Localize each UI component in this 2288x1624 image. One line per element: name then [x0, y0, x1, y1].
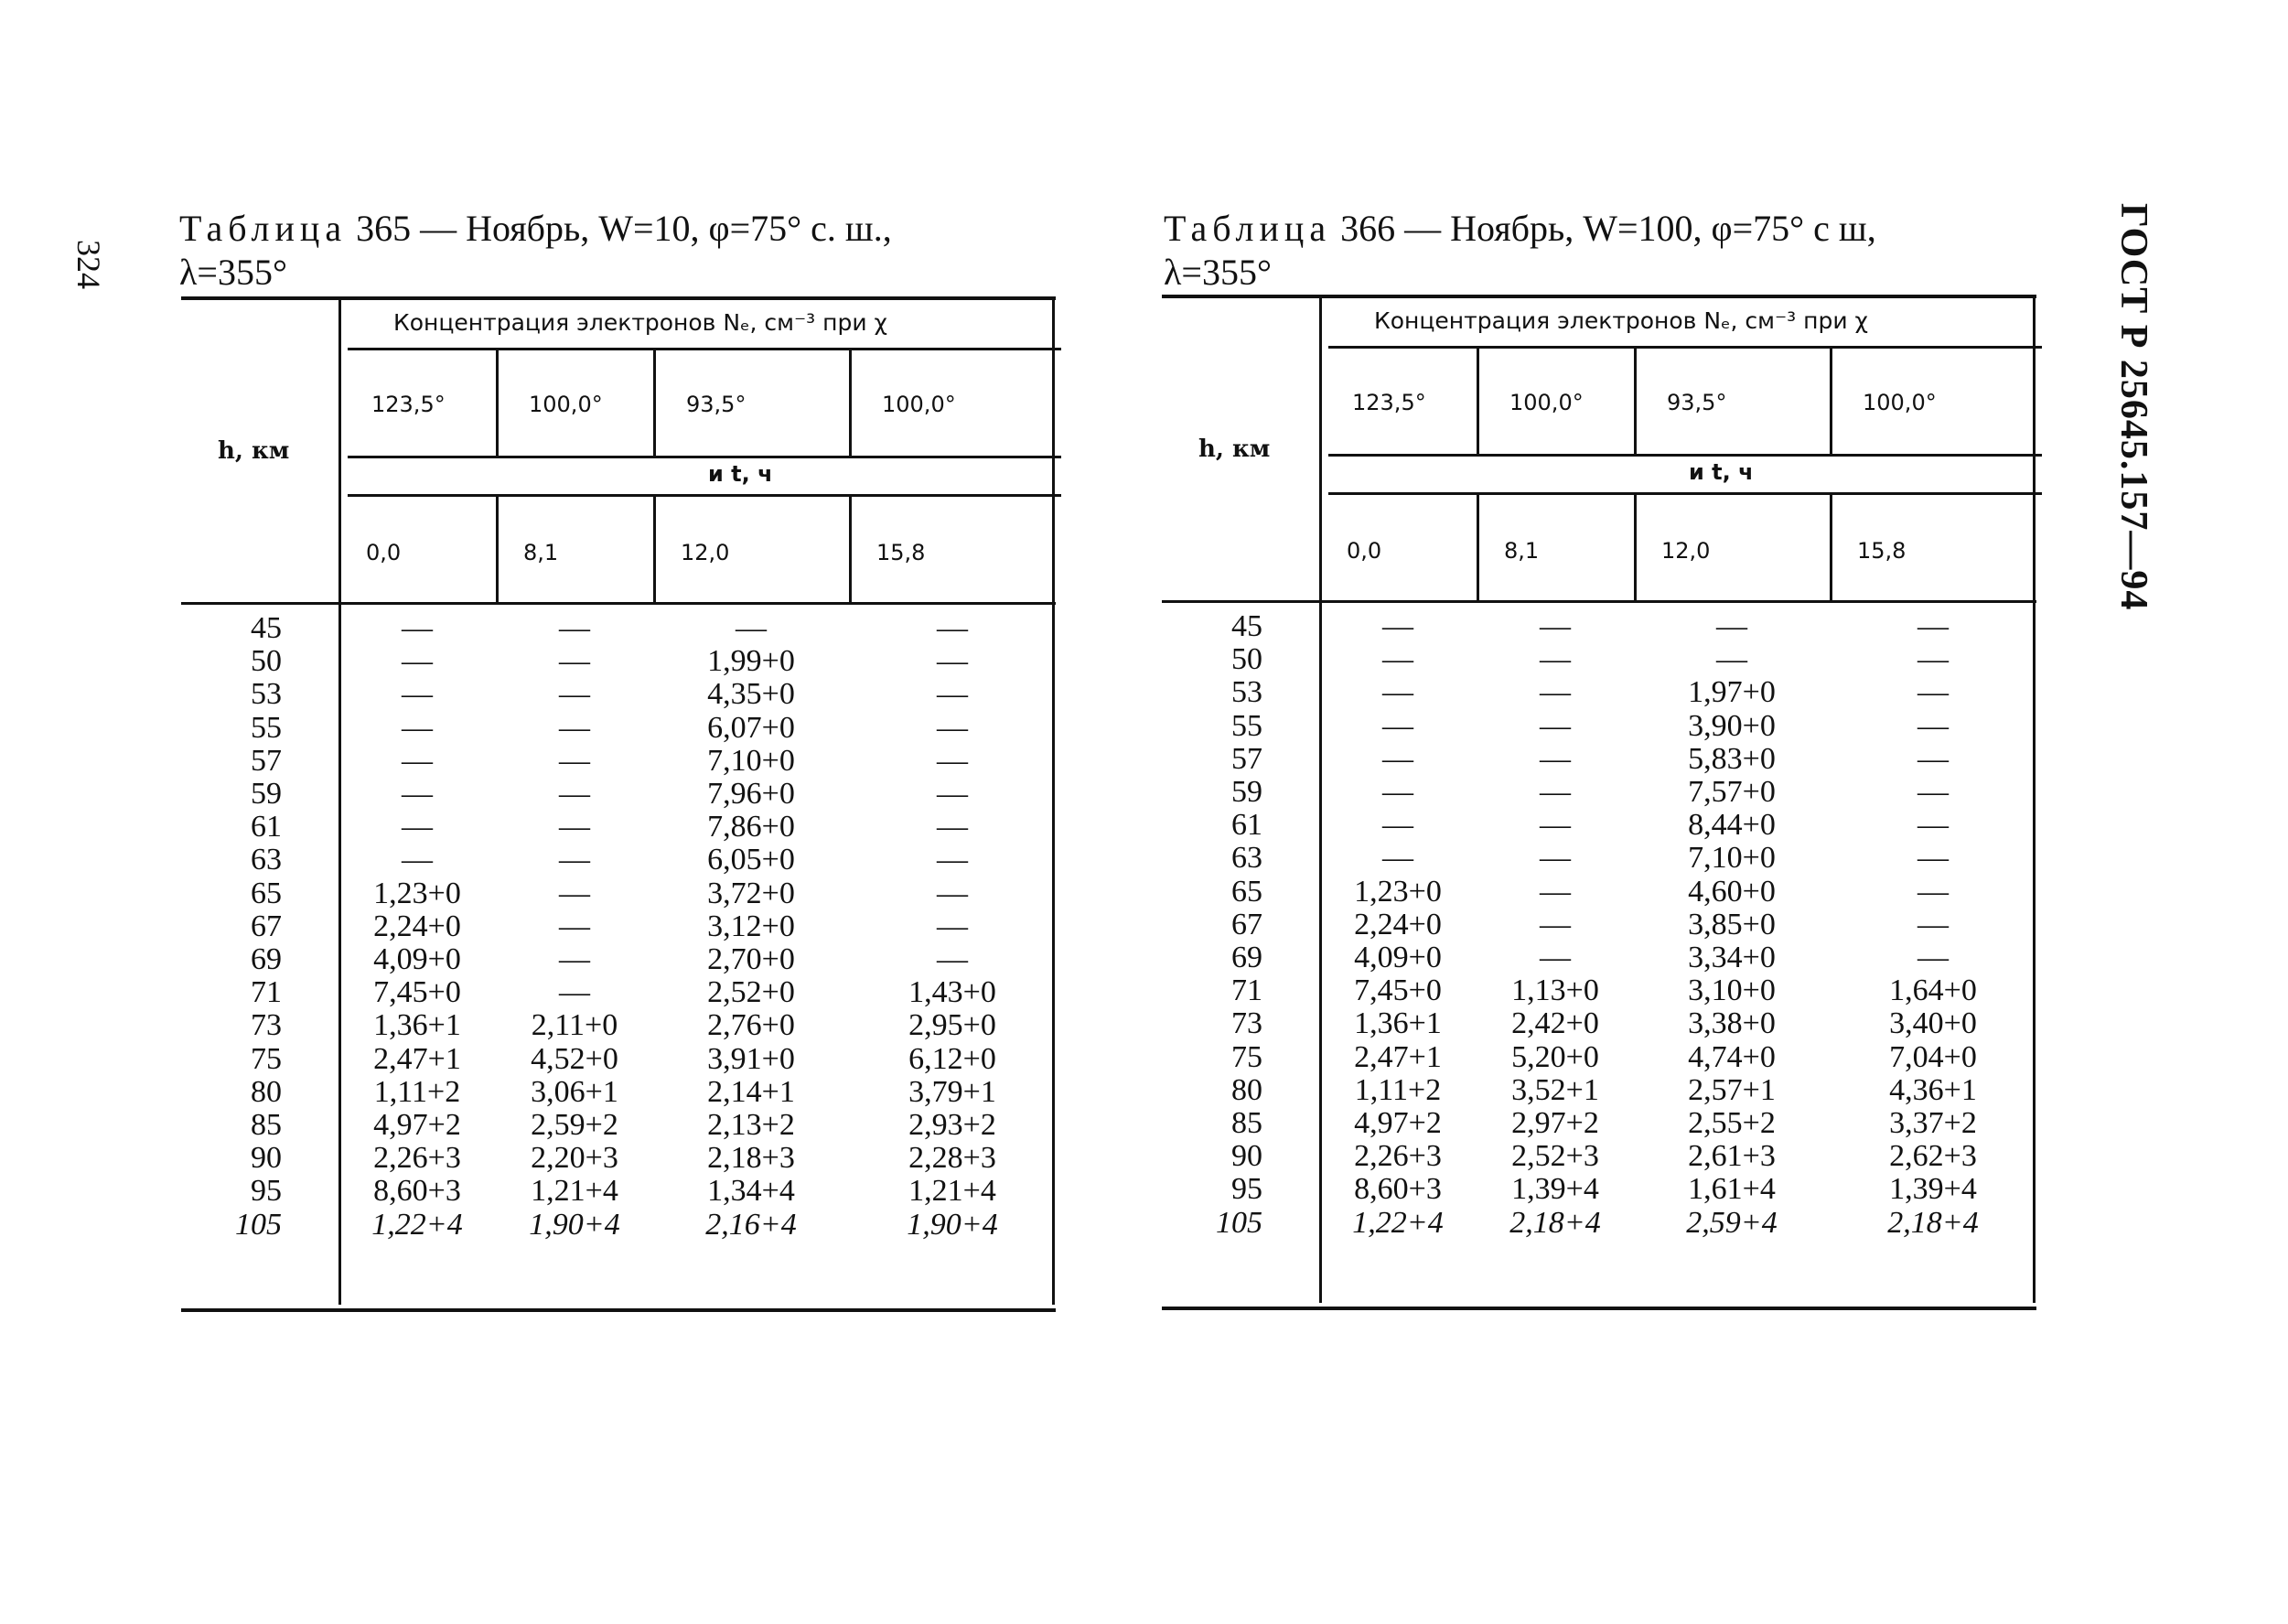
header-rule [1162, 600, 2036, 603]
value-cell: — [1917, 741, 1949, 776]
value-cell: 2,57+1 [1688, 1072, 1776, 1107]
altitude-cell: 53 [1231, 675, 1262, 710]
value-cell: — [1382, 609, 1413, 643]
altitude-cell: 95 [251, 1174, 282, 1209]
value-cell: 4,97+2 [1354, 1106, 1442, 1140]
altitude-cell: 53 [251, 677, 282, 712]
value-cell: 3,72+0 [707, 876, 795, 910]
value-cell: — [1382, 708, 1413, 743]
value-cell: 7,45+0 [373, 975, 461, 1010]
value-cell: — [1540, 775, 1571, 809]
altitude-cell: 55 [251, 710, 282, 745]
altitude-cell: 105 [235, 1207, 282, 1242]
value-cell: — [1716, 609, 1747, 643]
value-cell: 1,36+1 [1354, 1006, 1442, 1041]
value-cell: — [402, 843, 433, 877]
value-cell: 3,79+1 [908, 1074, 996, 1109]
altitude-cell: 45 [1231, 609, 1262, 643]
altitude-cell: 50 [1231, 642, 1262, 677]
table-366-title-lead: Таблица [1164, 208, 1332, 249]
t-value: 8,1 [1504, 538, 1540, 564]
value-cell: 6,05+0 [707, 843, 795, 877]
altitude-cell: 45 [251, 611, 282, 645]
chi-value: 100,0° [1863, 390, 1937, 415]
altitude-cell: 63 [1231, 841, 1262, 876]
value-cell: 1,39+4 [1511, 1172, 1599, 1207]
value-cell: — [937, 644, 968, 679]
value-cell: 2,13+2 [707, 1108, 795, 1142]
value-cell: — [937, 743, 968, 778]
t-value: 12,0 [1661, 538, 1711, 564]
value-cell: — [1917, 775, 1949, 809]
value-cell: 3,91+0 [707, 1041, 795, 1076]
table-366-title-line2: λ=355° [1164, 252, 1272, 293]
value-cell: — [402, 810, 433, 844]
value-cell: 8,60+3 [1354, 1172, 1442, 1207]
value-cell: — [1540, 642, 1571, 677]
value-cell: 2,14+1 [707, 1074, 795, 1109]
value-cell: 3,90+0 [1688, 708, 1776, 743]
value-cell: — [736, 611, 767, 645]
value-cell: 4,35+0 [707, 677, 795, 712]
mid-label: и t, ч [1689, 459, 1754, 485]
value-cell: 1,23+0 [373, 876, 461, 910]
table-366 [1162, 295, 2036, 1310]
altitude-cell: 50 [251, 644, 282, 679]
value-cell: 2,42+0 [1511, 1006, 1599, 1041]
value-cell: 7,96+0 [707, 777, 795, 811]
chi-value: 93,5° [1667, 390, 1727, 415]
value-cell: — [559, 876, 590, 910]
altitude-cell: 80 [1231, 1072, 1262, 1107]
value-cell: — [1540, 874, 1571, 909]
value-cell: — [1917, 642, 1949, 677]
value-cell: 2,62+3 [1889, 1139, 1977, 1174]
header-concentration: Концентрация электронов Nₑ, см⁻³ при χ [393, 309, 888, 336]
altitude-cell: 59 [1231, 775, 1262, 809]
value-cell: — [937, 611, 968, 645]
altitude-cell: 61 [1231, 808, 1262, 843]
value-cell: 2,95+0 [908, 1008, 996, 1043]
value-cell: 2,18+4 [1509, 1205, 1601, 1240]
value-cell: — [937, 942, 968, 976]
altitude-cell: 71 [251, 975, 282, 1010]
value-cell: 2,76+0 [707, 1008, 795, 1043]
value-cell: 8,44+0 [1688, 808, 1776, 843]
value-cell: 2,70+0 [707, 942, 795, 976]
t-value: 8,1 [523, 540, 559, 565]
value-cell: 2,16+4 [705, 1207, 797, 1242]
table-366-title-rest: 366 — Ноябрь, W=100, φ=75° с ш, [1340, 208, 1876, 249]
value-cell: — [1540, 841, 1571, 876]
value-cell: 1,13+0 [1511, 973, 1599, 1008]
value-cell: — [1540, 808, 1571, 843]
value-cell: — [559, 942, 590, 976]
page-number: 324 [70, 240, 107, 289]
value-cell: 4,52+0 [531, 1041, 618, 1076]
value-cell: — [937, 909, 968, 943]
value-cell: 7,45+0 [1354, 973, 1442, 1008]
value-cell: — [937, 777, 968, 811]
value-cell: 4,09+0 [373, 942, 461, 976]
value-cell: 2,24+0 [373, 909, 461, 943]
value-cell: — [402, 777, 433, 811]
altitude-cell: 65 [251, 876, 282, 910]
header-col-divider [1477, 492, 1479, 600]
value-cell: 1,90+4 [907, 1207, 998, 1242]
value-cell: 1,36+1 [373, 1008, 461, 1043]
value-cell: 1,11+2 [373, 1074, 461, 1109]
chi-value: 123,5° [1352, 390, 1426, 415]
value-cell: — [1917, 708, 1949, 743]
header-rule [1328, 492, 2042, 495]
altitude-cell: 85 [251, 1108, 282, 1142]
header-col-divider [496, 494, 499, 602]
table-365-title-line2: λ=355° [179, 252, 287, 293]
t-value: 0,0 [1347, 538, 1382, 564]
value-cell: 1,21+4 [908, 1174, 996, 1209]
value-cell: — [559, 743, 590, 778]
value-cell: 4,74+0 [1688, 1039, 1776, 1074]
value-cell: 3,06+1 [531, 1074, 618, 1109]
value-cell: 1,97+0 [1688, 675, 1776, 710]
value-cell: 1,43+0 [908, 975, 996, 1010]
chi-value: 100,0° [529, 392, 603, 417]
chi-value: 123,5° [371, 392, 446, 417]
altitude-cell: 90 [1231, 1139, 1262, 1174]
value-cell: — [1382, 841, 1413, 876]
value-cell: 2,18+4 [1887, 1205, 1979, 1240]
value-cell: 2,18+3 [707, 1141, 795, 1176]
altitude-cell: 65 [1231, 874, 1262, 909]
value-cell: 6,07+0 [707, 710, 795, 745]
value-cell: 1,23+0 [1354, 874, 1442, 909]
value-cell: 3,85+0 [1688, 907, 1776, 941]
value-cell: — [402, 611, 433, 645]
value-cell: 3,10+0 [1688, 973, 1776, 1008]
mid-label: и t, ч [708, 461, 773, 487]
altitude-cell: 105 [1216, 1205, 1262, 1240]
value-cell: — [937, 677, 968, 712]
value-cell: — [402, 644, 433, 679]
value-cell: — [559, 777, 590, 811]
value-cell: 6,12+0 [908, 1041, 996, 1076]
header-rule [348, 348, 1061, 350]
value-cell: — [559, 644, 590, 679]
table-365-title [179, 207, 1067, 295]
value-cell: — [1382, 808, 1413, 843]
header-col-divider [1830, 492, 1832, 600]
value-cell: 4,36+1 [1889, 1072, 1977, 1107]
value-cell: 2,47+1 [373, 1041, 461, 1076]
value-cell: 4,97+2 [373, 1108, 461, 1142]
value-cell: 7,04+0 [1889, 1039, 1977, 1074]
value-cell: — [559, 843, 590, 877]
h-km-label: h, км [1198, 436, 1271, 463]
header-col-divider [653, 494, 656, 602]
value-cell: — [1917, 907, 1949, 941]
value-cell: 7,57+0 [1688, 775, 1776, 809]
table-365-title-lead: Таблица [179, 208, 348, 249]
value-cell: 2,93+2 [908, 1108, 996, 1142]
value-cell: 3,40+0 [1889, 1006, 1977, 1041]
altitude-cell: 55 [1231, 708, 1262, 743]
value-cell: — [402, 710, 433, 745]
chi-value: 93,5° [686, 392, 747, 417]
value-cell: — [1917, 841, 1949, 876]
value-cell: 1,22+4 [371, 1207, 463, 1242]
value-cell: 2,52+0 [707, 975, 795, 1010]
value-cell: 4,60+0 [1688, 874, 1776, 909]
header-col-divider [1477, 346, 1479, 454]
document-code: ГОСТ Р 25645.157—94 [2112, 203, 2154, 611]
t-value: 0,0 [366, 540, 402, 565]
header-col-divider [1634, 492, 1637, 600]
value-cell: 1,90+4 [529, 1207, 620, 1242]
altitude-cell: 69 [1231, 941, 1262, 974]
t-value: 15,8 [1857, 538, 1907, 564]
table-365-title-rest: 365 — Ноябрь, W=10, φ=75° с. ш., [356, 208, 892, 249]
altitude-cell: 67 [1231, 907, 1262, 941]
value-cell: — [937, 810, 968, 844]
table-365 [181, 296, 1056, 1312]
value-cell: — [1540, 675, 1571, 710]
header-rule [1328, 454, 2042, 457]
value-cell: — [559, 611, 590, 645]
value-cell: 5,83+0 [1688, 741, 1776, 776]
value-cell: 2,52+3 [1511, 1139, 1599, 1174]
value-cell: 3,37+2 [1889, 1106, 1977, 1140]
value-cell: 1,34+4 [707, 1174, 795, 1209]
t-value: 15,8 [876, 540, 926, 565]
value-cell: 2,28+3 [908, 1141, 996, 1176]
value-cell: 5,20+0 [1511, 1039, 1599, 1074]
value-cell: — [1917, 609, 1949, 643]
value-cell: 1,22+4 [1352, 1205, 1444, 1240]
value-cell: — [559, 909, 590, 943]
altitude-cell: 59 [251, 777, 282, 811]
value-cell: — [1917, 874, 1949, 909]
table-366-title [1164, 207, 2051, 295]
value-cell: — [937, 876, 968, 910]
value-cell: 2,97+2 [1511, 1106, 1599, 1140]
value-cell: 2,26+3 [1354, 1139, 1442, 1174]
value-cell: 7,10+0 [707, 743, 795, 778]
altitude-cell: 63 [251, 843, 282, 877]
value-cell: 2,20+3 [531, 1141, 618, 1176]
value-cell: — [402, 743, 433, 778]
h-column-divider [338, 300, 341, 1305]
chi-value: 100,0° [882, 392, 956, 417]
t-value: 12,0 [681, 540, 730, 565]
altitude-cell: 57 [1231, 741, 1262, 776]
table-right-border [1052, 300, 1055, 1305]
value-cell: 2,59+2 [531, 1108, 618, 1142]
altitude-cell: 73 [251, 1008, 282, 1043]
header-concentration: Концентрация электронов Nₑ, см⁻³ при χ [1374, 307, 1869, 334]
value-cell: 3,52+1 [1511, 1072, 1599, 1107]
value-cell: — [937, 710, 968, 745]
value-cell: 3,38+0 [1688, 1006, 1776, 1041]
altitude-cell: 67 [251, 909, 282, 943]
value-cell: 2,55+2 [1688, 1106, 1776, 1140]
value-cell: — [1382, 775, 1413, 809]
altitude-cell: 75 [1231, 1039, 1262, 1074]
header-col-divider [1634, 346, 1637, 454]
value-cell: — [1540, 708, 1571, 743]
header-col-divider [849, 348, 852, 456]
altitude-cell: 75 [251, 1041, 282, 1076]
altitude-cell: 95 [1231, 1172, 1262, 1207]
value-cell: 2,24+0 [1354, 907, 1442, 941]
altitude-cell: 90 [251, 1141, 282, 1176]
header-rule [348, 494, 1061, 497]
header-rule [348, 456, 1061, 458]
chi-value: 100,0° [1509, 390, 1584, 415]
altitude-cell: 80 [251, 1074, 282, 1109]
value-cell: 7,10+0 [1688, 841, 1776, 876]
value-cell: 7,86+0 [707, 810, 795, 844]
value-cell: 1,64+0 [1889, 973, 1977, 1008]
value-cell: — [1382, 642, 1413, 677]
value-cell: 1,39+4 [1889, 1172, 1977, 1207]
header-rule [181, 602, 1056, 605]
value-cell: — [1382, 675, 1413, 710]
value-cell: — [559, 810, 590, 844]
header-rule [1328, 346, 2042, 349]
value-cell: — [1382, 741, 1413, 776]
value-cell: 1,99+0 [707, 644, 795, 679]
value-cell: — [559, 677, 590, 712]
value-cell: — [1540, 941, 1571, 974]
value-cell: 2,47+1 [1354, 1039, 1442, 1074]
value-cell: — [1540, 741, 1571, 776]
altitude-cell: 69 [251, 942, 282, 976]
value-cell: — [1540, 907, 1571, 941]
header-col-divider [653, 348, 656, 456]
value-cell: 1,11+2 [1354, 1072, 1442, 1107]
value-cell: 2,61+3 [1688, 1139, 1776, 1174]
value-cell: — [559, 710, 590, 745]
altitude-cell: 73 [1231, 1006, 1262, 1041]
header-col-divider [496, 348, 499, 456]
value-cell: — [402, 677, 433, 712]
value-cell: — [559, 975, 590, 1010]
value-cell: 1,61+4 [1688, 1172, 1776, 1207]
altitude-cell: 71 [1231, 973, 1262, 1008]
value-cell: 8,60+3 [373, 1174, 461, 1209]
value-cell: 4,09+0 [1354, 941, 1442, 974]
altitude-cell: 57 [251, 743, 282, 778]
value-cell: 2,59+4 [1686, 1205, 1778, 1240]
value-cell: 2,11+0 [531, 1008, 618, 1043]
value-cell: — [937, 843, 968, 877]
value-cell: 3,12+0 [707, 909, 795, 943]
value-cell: — [1716, 642, 1747, 677]
header-col-divider [1830, 346, 1832, 454]
table-right-border [2033, 298, 2036, 1303]
h-column-divider [1319, 298, 1322, 1303]
value-cell: 1,21+4 [531, 1174, 618, 1209]
header-col-divider [849, 494, 852, 602]
altitude-cell: 85 [1231, 1106, 1262, 1140]
value-cell: — [1917, 808, 1949, 843]
h-km-label: h, км [218, 437, 290, 465]
value-cell: — [1917, 675, 1949, 710]
altitude-cell: 61 [251, 810, 282, 844]
value-cell: 3,34+0 [1688, 941, 1776, 974]
value-cell: — [1917, 941, 1949, 974]
value-cell: — [1540, 609, 1571, 643]
value-cell: 2,26+3 [373, 1141, 461, 1176]
